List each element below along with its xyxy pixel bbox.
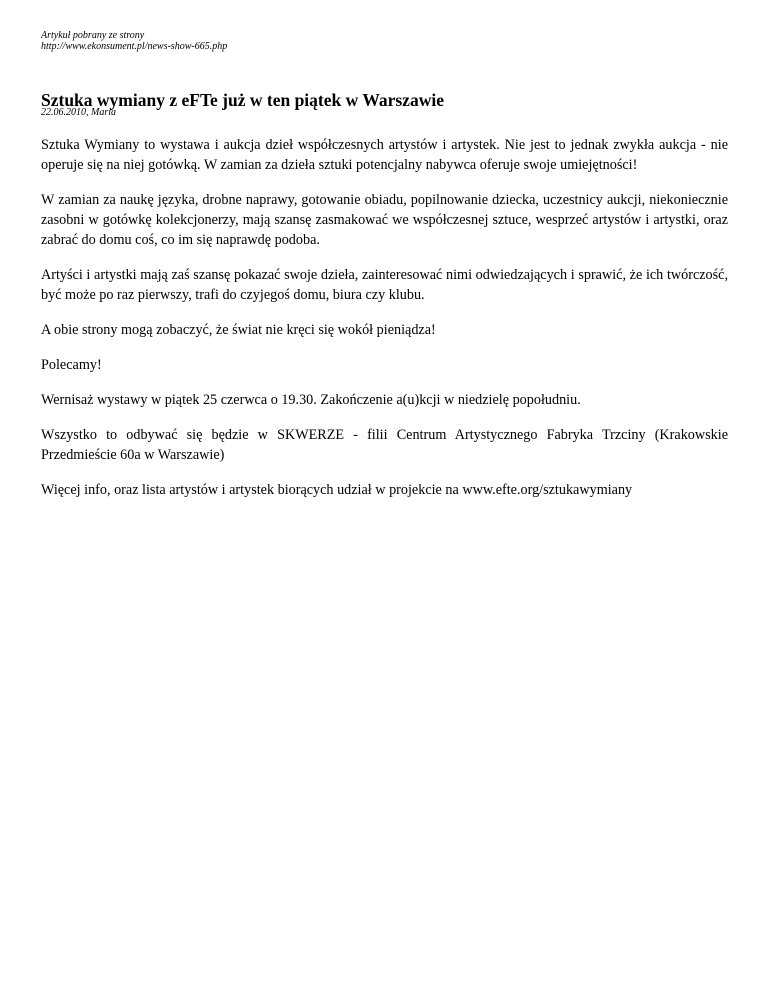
document-page (41, 30, 728, 515)
article-paragraph: W zamian za naukę języka, drobne naprawy, gotowanie obiadu, popilnowanie dziecka, uczestnicy aukcji, niekoniecznie zasobni w gotówkę kolekcjonerzy, mają szansę zasmakować we współczesnej sztuce, wesprzeć artystów i artystki, oraz zabrać do domu coś, co im się naprawdę podoba. (41, 192, 728, 248)
source-note (41, 30, 728, 52)
article-paragraph: Wernisaż wystawy w piątek 25 czerwca o 19.30. Zakończenie a(u)kcji w niedzielę popołudniu. (41, 392, 581, 408)
article-paragraph: Sztuka Wymiany to wystawa i aukcja dzieł współczesnych artystów i artystek. Nie jest to jednak zwykła aukcja - nie operuje się na niej gotówką. W zamian za dzieła sztuki potencjalny nabywca oferuje swoje umiejętności! (41, 137, 728, 173)
source-url: http://www.ekonsument.pl/news-show-665.php (41, 41, 228, 52)
article-paragraph: Artyści i artystki mają zaś szansę pokazać swoje dzieła, zainteresować nimi odwiedzających i sprawić, że ich twórczość, być może po raz pierwszy, trafi do czyjegoś domu, biura czy klubu. (41, 267, 728, 303)
article-paragraph: A obie strony mogą zobaczyć, że świat nie kręci się wokół pieniądza! (41, 322, 436, 338)
article-body (41, 135, 728, 500)
article-title: Sztuka wymiany z eFTe już w ten piątek w Warszawie (41, 90, 444, 110)
article-byline: 22.06.2010, Maria (41, 107, 116, 118)
article-paragraph: Polecamy! (41, 357, 102, 373)
article-paragraph: Więcej info, oraz lista artystów i artystek biorących udział w projekcie na www.efte.org/sztukawymiany (41, 482, 633, 498)
article-paragraph: Wszystko to odbywać się będzie w SKWERZE - filii Centrum Artystycznego Fabryka Trzciny (Krakowskie Przedmieście 60a w Warszawie) (41, 427, 728, 463)
source-caption: Artykuł pobrany ze strony (41, 30, 145, 41)
